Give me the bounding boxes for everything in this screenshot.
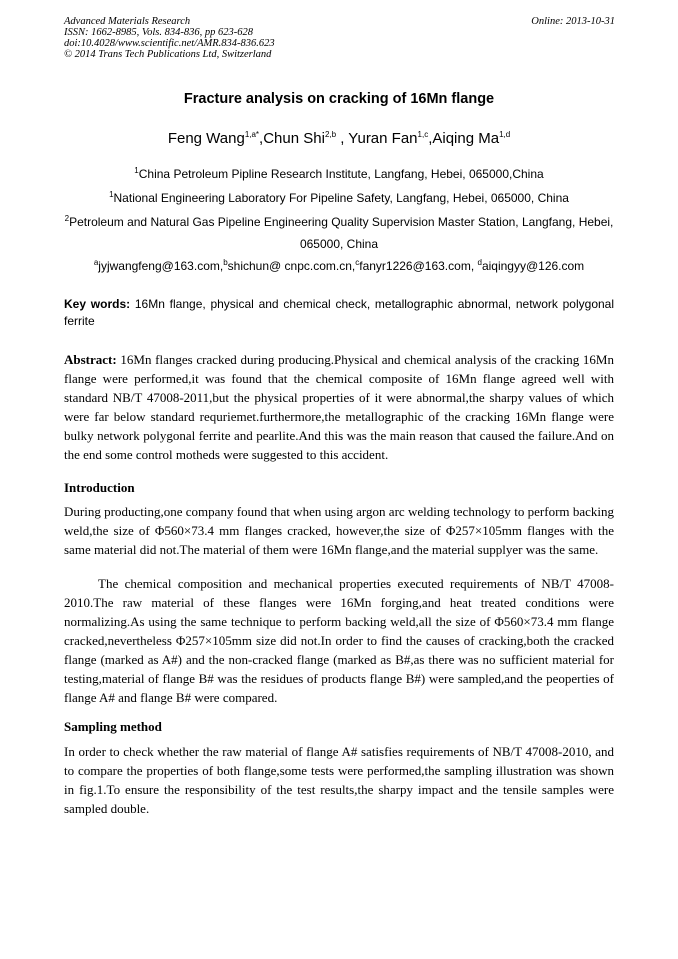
- author-name: Chun Shi: [263, 130, 325, 147]
- author-sup: 1,a*: [244, 130, 260, 139]
- affiliation-sup: 2: [64, 214, 70, 223]
- journal-name: Advanced Materials Research: [64, 16, 191, 27]
- keywords-label: Key words:: [64, 297, 131, 311]
- author-name: Yuran Fan: [348, 130, 418, 147]
- author-list: Feng Wang$^{1,a*}$,Chun Shi$^{2,b}$ , Yuran Fan$^{1,c}$,Aiqing Ma$^{1,d}$: [167, 130, 511, 147]
- journal-header: [64, 16, 275, 60]
- section-heading-sampling: Sampling method: [64, 719, 162, 734]
- sampling-paragraph-1: In order to check whether the raw material of flange A# satisfies requirements of NB/T 47008-2010, and to compare the properties of both flange,some tests were performed,the sampling illustration was shown in fig.1.To ensure the responsibility of the test results,the sharpy impact and the tensile samples were sampled double.: [64, 744, 614, 816]
- introduction-paragraph-2: The chemical composition and mechanical properties executed requirements of NB/T 47008-2010.The raw material of these flanges were 16Mn forging,and heat treated conditions were normalizing.As using the same technique to perform backing weld,all the size of Φ560×73.4 mm flange cracked,nevertheless Φ257×105mm size did not.In order to find the causes of cracking,both the cracked flange (marked as A#) and the non-cracked flange (marked as B#,as there was no sufficient material for testing,material of flange B# was the residues of products flange B#) were sampled,and the peoperties of flange A# and flange B# were compared.: [64, 576, 614, 705]
- email-sup: d: [477, 258, 482, 267]
- section-heading-introduction: Introduction: [64, 480, 135, 495]
- affiliation-sup: 1: [134, 166, 139, 175]
- email: aiqingyy@126.com: [481, 259, 585, 273]
- keywords: [64, 296, 614, 330]
- email-sup: a: [93, 258, 99, 267]
- email: jyjwangfeng@163.com,: [98, 259, 224, 273]
- abstract-label: Abstract:: [64, 352, 117, 367]
- abstract-text: 16Mn flanges cracked during producing.Physical and chemical analysis of the cracking 16Mn flange were performed,it was found that the chemical composite of 16Mn flange agreed well with standard NB/T 47008-2011,but the physical properties of it were abnormal,the sharpy values of which were far below standard requriemet.furthermore,the metallographic of the cracking 16Mn flange were bulky network polygonal ferrite and pearlite.And this was the main reason that caused the failure.And on the end some control motheds were suggested to this accident.: [64, 352, 614, 462]
- online-date: Online: 2013-10-31: [531, 16, 615, 27]
- introduction-paragraph-1: During producting,one company found that when using argon arc welding technology to perform backing weld,the size of Φ560×73.4 mm flanges cracked, however,the size of Φ257×105mm flanges with the same material did not.The material of them were 16Mn flange,and the material supplyer was the same.: [64, 504, 614, 557]
- affiliation-text: Petroleum and Natural Gas Pipeline Engineering Quality Supervision Master Station, Langfang, Hebei, 065000, China: [69, 215, 614, 251]
- author-name: Feng Wang: [167, 130, 245, 147]
- affiliation: [64, 211, 614, 255]
- author-sup: 1,d: [499, 130, 511, 139]
- abstract: [64, 350, 614, 464]
- email: shichun@ cnpc.com.cn,: [227, 259, 356, 273]
- issn-line: ISSN: 1662-8985, Vols. 834-836, pp 623-628: [64, 27, 253, 38]
- keywords-text: 16Mn flange, physical and chemical check, metallographic abnormal, network polygonal ferrite: [64, 297, 615, 328]
- email: fanyr1226@163.com,: [359, 259, 478, 273]
- paper-title: Fracture analysis on cracking of 16Mn flange: [183, 91, 495, 107]
- email-list: [64, 255, 614, 277]
- affiliation: [64, 163, 614, 185]
- doi-line: doi:10.4028/www.scientific.net/AMR.834-836.623: [64, 38, 275, 49]
- author-sup: 2,b: [324, 130, 337, 139]
- affiliation-text: China Petroleum Pipline Research Institute, Langfang, Hebei, 065000,China: [138, 167, 544, 181]
- email-sup: b: [223, 258, 228, 267]
- author-name: Aiqing Ma: [432, 130, 500, 147]
- copyright-line: © 2014 Trans Tech Publications Ltd, Switzerland: [64, 49, 272, 60]
- affiliation-sup: 1: [109, 190, 114, 199]
- affiliation: [64, 187, 614, 209]
- affiliation-text: National Engineering Laboratory For Pipeline Safety, Langfang, Hebei, 065000, China: [113, 191, 569, 205]
- email-sup: c: [355, 258, 360, 267]
- author-sup: 1,c: [417, 130, 429, 139]
